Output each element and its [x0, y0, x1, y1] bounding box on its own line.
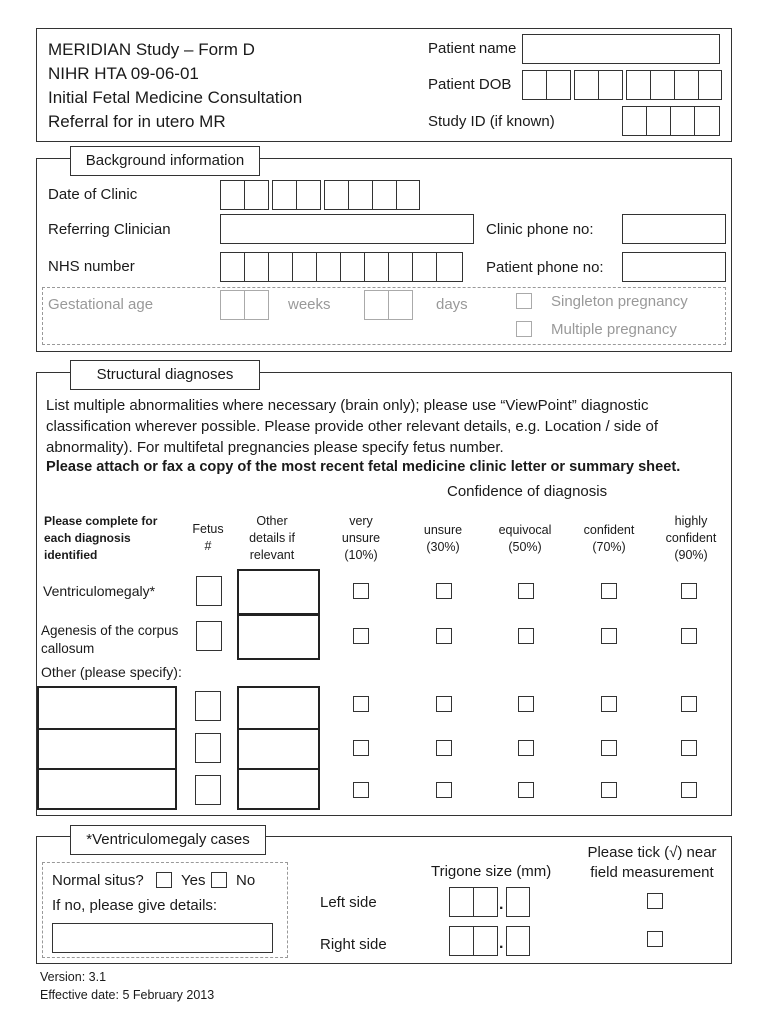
confidence-70-checkbox[interactable] [601, 740, 617, 756]
study-id-digit[interactable] [622, 106, 647, 136]
nhs-digit[interactable] [220, 252, 245, 282]
confidence-50-checkbox[interactable] [518, 782, 534, 798]
confidence-30-checkbox[interactable] [436, 583, 452, 599]
other-details-input[interactable] [237, 728, 320, 770]
situs-yes-checkbox[interactable] [156, 872, 172, 888]
background-tab: Background information [70, 146, 260, 176]
col-header-equivocal: equivocal (50%) [498, 523, 552, 554]
study-id-digit[interactable] [646, 106, 671, 136]
confidence-10-checkbox[interactable] [353, 583, 369, 599]
right-near-field-checkbox[interactable] [647, 931, 663, 947]
left-side-label: Left side [320, 894, 377, 911]
row-label-ventriculomegaly: Ventriculomegaly* [43, 583, 156, 599]
confidence-30-checkbox[interactable] [436, 696, 452, 712]
weeks-digit[interactable] [244, 290, 269, 320]
col-header-unsure: unsure (30%) [423, 523, 463, 554]
dob-digit[interactable] [546, 70, 571, 100]
instructions-line-3: abnormality). For multifetal pregnancies please specify fetus number. [46, 439, 504, 456]
patient-phone-input[interactable] [622, 252, 726, 282]
nhs-digit[interactable] [388, 252, 413, 282]
study-id-digit[interactable] [694, 106, 720, 136]
clinic-date-digit[interactable] [244, 180, 269, 210]
col-header-fetus: Fetus # [192, 522, 224, 553]
clinic-phone-input[interactable] [622, 214, 726, 244]
normal-situs-label: Normal situs? [52, 872, 144, 889]
other-details-input[interactable] [237, 569, 320, 615]
consultation-title: Initial Fetal Medicine Consultation [48, 88, 303, 107]
right-trigone-decimal[interactable] [506, 926, 530, 956]
confidence-90-checkbox[interactable] [681, 740, 697, 756]
row-label-other: Other (please specify): [41, 664, 182, 680]
trigone-size-label: Trigone size (mm) [431, 863, 552, 880]
confidence-70-checkbox[interactable] [601, 628, 617, 644]
dob-digit[interactable] [698, 70, 722, 100]
clinic-date-digit[interactable] [396, 180, 420, 210]
multiple-label: Multiple pregnancy [551, 321, 677, 338]
confidence-50-checkbox[interactable] [518, 583, 534, 599]
clinic-date-digit[interactable] [272, 180, 297, 210]
confidence-10-checkbox[interactable] [353, 628, 369, 644]
weeks-digit[interactable] [220, 290, 245, 320]
nhs-digit[interactable] [316, 252, 341, 282]
confidence-50-checkbox[interactable] [518, 628, 534, 644]
situs-details-input[interactable] [52, 923, 273, 953]
col-header-highly-confident: highly confident (90%) [665, 514, 717, 562]
nhs-digit[interactable] [244, 252, 269, 282]
left-trigone-digit[interactable] [449, 887, 474, 917]
referring-clinician-label: Referring Clinician [48, 221, 171, 238]
other-diagnosis-input[interactable] [37, 686, 177, 730]
confidence-50-checkbox[interactable] [518, 696, 534, 712]
referral-title: Referral for in utero MR [48, 112, 226, 131]
attach-note: Please attach or fax a copy of the most recent fetal medicine clinic letter or summary sheet. [46, 459, 681, 475]
ventriculomegaly-tab: *Ventriculomegaly cases [70, 825, 266, 855]
row-label-agenesis: Agenesis of the corpus callosum [41, 623, 179, 656]
confidence-90-checkbox[interactable] [681, 696, 697, 712]
clinic-date-digit[interactable] [220, 180, 245, 210]
patient-dob-label: Patient DOB [428, 76, 512, 93]
form-title: MERIDIAN Study – Form D [48, 40, 255, 59]
situs-yes-label: Yes [181, 872, 206, 889]
dob-digit[interactable] [650, 70, 675, 100]
structural-tab: Structural diagnoses [70, 360, 260, 390]
right-trigone-digit[interactable] [473, 926, 498, 956]
instructions-line-2: classification wherever possible. Please provide other relevant details, e.g. Location / side of [46, 418, 659, 435]
confidence-title: Confidence of diagnosis [447, 483, 608, 500]
fetus-number-input[interactable] [195, 775, 221, 805]
instructions-line-1: List multiple abnormalities where necessary (brain only); please use “ViewPoint” diagnostic [46, 397, 649, 414]
tick-near-field-note: Please tick (√) near field measurement [587, 844, 717, 881]
col-header-complete: Please complete for each diagnosis identified [44, 514, 158, 562]
col-header-very-unsure: very unsure (10%) [341, 514, 381, 562]
right-decimal-point: . [499, 935, 504, 952]
nhs-digit[interactable] [412, 252, 437, 282]
nhs-digit[interactable] [364, 252, 389, 282]
confidence-30-checkbox[interactable] [436, 740, 452, 756]
situs-no-label: No [236, 872, 256, 889]
fetus-number-input[interactable] [195, 733, 221, 763]
situs-no-checkbox[interactable] [211, 872, 227, 888]
date-of-clinic-label: Date of Clinic [48, 186, 138, 203]
fetus-number-input[interactable] [195, 691, 221, 721]
effective-date-text: Effective date: 5 February 2013 [40, 988, 215, 1002]
confidence-70-checkbox[interactable] [601, 782, 617, 798]
singleton-label: Singleton pregnancy [551, 293, 688, 310]
other-diagnosis-input[interactable] [37, 768, 177, 810]
version-text: Version: 3.1 [40, 970, 107, 984]
clinic-date-digit[interactable] [348, 180, 373, 210]
col-header-confident: confident (70%) [583, 523, 635, 554]
left-trigone-decimal[interactable] [506, 887, 530, 917]
confidence-90-checkbox[interactable] [681, 583, 697, 599]
clinic-date-digit[interactable] [296, 180, 321, 210]
fetus-number-input[interactable] [196, 621, 222, 651]
referring-clinician-input[interactable] [220, 214, 474, 244]
patient-phone-label: Patient phone no: [486, 259, 604, 276]
clinic-date-digit[interactable] [324, 180, 349, 210]
if-no-details-label: If no, please give details: [52, 897, 218, 914]
days-label: days [436, 296, 468, 313]
dob-digit[interactable] [574, 70, 599, 100]
other-details-input[interactable] [237, 614, 320, 660]
left-decimal-point: . [499, 896, 504, 913]
confidence-10-checkbox[interactable] [353, 740, 369, 756]
gestational-age-label: Gestational age [48, 296, 154, 313]
fetus-number-input[interactable] [196, 576, 222, 606]
study-id-label: Study ID (if known) [428, 113, 555, 130]
nhs-number-label: NHS number [48, 258, 135, 275]
singleton-checkbox[interactable] [516, 293, 532, 309]
dob-digit[interactable] [626, 70, 651, 100]
confidence-70-checkbox[interactable] [601, 696, 617, 712]
other-details-input[interactable] [237, 768, 320, 810]
other-details-input[interactable] [237, 686, 320, 730]
clinic-date-digit[interactable] [372, 180, 397, 210]
confidence-30-checkbox[interactable] [436, 782, 452, 798]
confidence-90-checkbox[interactable] [681, 782, 697, 798]
multiple-checkbox[interactable] [516, 321, 532, 337]
confidence-50-checkbox[interactable] [518, 740, 534, 756]
dob-digit[interactable] [598, 70, 623, 100]
left-trigone-digit[interactable] [473, 887, 498, 917]
right-trigone-digit[interactable] [449, 926, 474, 956]
left-near-field-checkbox[interactable] [647, 893, 663, 909]
confidence-70-checkbox[interactable] [601, 583, 617, 599]
days-digit[interactable] [388, 290, 413, 320]
grant-number: NIHR HTA 09-06-01 [48, 64, 199, 83]
confidence-10-checkbox[interactable] [353, 782, 369, 798]
nhs-digit[interactable] [436, 252, 463, 282]
patient-name-label: Patient name [428, 40, 517, 57]
days-digit[interactable] [364, 290, 389, 320]
weeks-label: weeks [288, 296, 331, 313]
confidence-90-checkbox[interactable] [681, 628, 697, 644]
confidence-30-checkbox[interactable] [436, 628, 452, 644]
clinic-phone-label: Clinic phone no: [486, 221, 594, 238]
nhs-digit[interactable] [340, 252, 365, 282]
dob-digit[interactable] [674, 70, 699, 100]
nhs-digit[interactable] [268, 252, 293, 282]
study-id-digit[interactable] [670, 106, 695, 136]
patient-name-input[interactable] [522, 34, 720, 64]
col-header-other: Other details if relevant [249, 514, 295, 562]
other-diagnosis-input[interactable] [37, 728, 177, 770]
right-side-label: Right side [320, 936, 387, 953]
nhs-digit[interactable] [292, 252, 317, 282]
confidence-10-checkbox[interactable] [353, 696, 369, 712]
dob-digit[interactable] [522, 70, 547, 100]
